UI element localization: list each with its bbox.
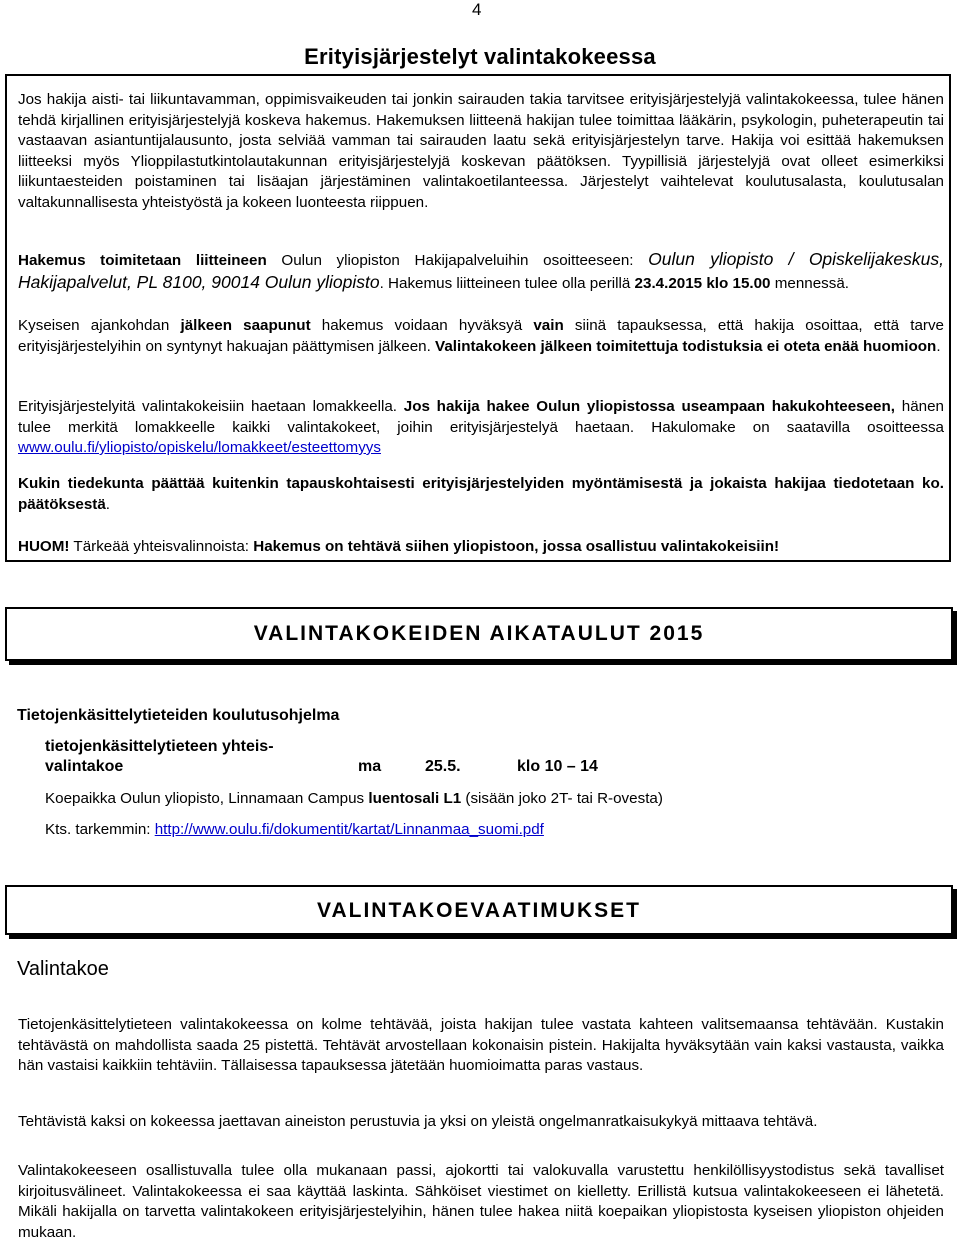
page-number: 4 [472, 0, 482, 19]
exam-date: 25.5. [425, 758, 461, 775]
intro-paragraph: Jos hakija aisti- tai liikuntavamman, oppimisvaikeuden tai jonkin sairauden takia tarvitsee erityisjärjestelyjä valintakokeessa, tulee hänen tehdä kirjallinen erityisjärjestelyjä koskeva hakemus. Hakemuksen liitteenä hakijan tulee toimittaa lääkärin, psykologin, puheterapeutin tai vastaavan asiantuntijalausunto, josta selviää vamman tai sairauden laatu sekä erityisjärjestelyn tarve. Hakija voi esittää hakemuksen liitteeksi myös Ylioppilastutkintolautakunnan erityisjärjestelyjä koskevan päätöksen. Tyypillisiä järjestelyjä ovat olleet esimerkiksi liikuntaesteiden poistaminen tai lisäajan järjestäminen valintakoetilanteessa. Järjestelyt vaihtelevat koulutusalasta, koulutusalan valtakunnallisesta yhteistyöstä ja kokeen luonteesta riippuen. [18, 91, 944, 211]
map-link[interactable]: http://www.oulu.fi/dokumentit/kartat/Linnanmaa_suomi.pdf [154, 821, 544, 838]
form-paragraph: Erityisjärjestelyitä valintakokeisiin haetaan lomakkeella. Jos hakija hakee Oulun yliopistossa useampaan hakukohteeseen, hänen tulee merkitä lomakkeelle kaikki valintakokeet, joihin erityisjärjestelyä haetaan. Hakulomake on saatavilla osoitteessa www.oulu.fi/yliopisto/opiskelu/lomakkeet/esteettomyys [18, 398, 944, 456]
exam-name-line1: tietojenkäsittelytieteen yhteis- [45, 738, 274, 755]
requirements-banner [5, 885, 953, 935]
form-link[interactable]: www.oulu.fi/yliopisto/opiskelu/lomakkeet/esteettomyys [18, 439, 381, 456]
exam-time: klo 10 – 14 [517, 758, 598, 775]
exam-day: ma [358, 758, 382, 775]
program-heading: Tietojenkäsittelytieteiden koulutusohjelma [17, 707, 340, 724]
exam-name-line2: valintakoe [45, 758, 124, 775]
note-paragraph: HUOM! Tärkeää yhteisvalinnoista: Hakemus on tehtävä siihen yliopistoon, jossa osallistuu valintakokeisiin! [18, 538, 780, 555]
section-title: Erityisjärjestelyt valintakokeessa [304, 44, 656, 69]
requirements-paragraph-1: Tietojenkäsittelytieteen valintakokeessa on kolme tehtävää, joista hakijan tulee vastata kahteen valitsemaansa tehtävään. Kustakin tehtävästä on mahdollista saada 25 pistettä. Tehtävät arvostellaan kokonaisin pistein. Hakijalta hyväksytään vain kaksi vastausta, vaikka hän vastaisi kaikkiin tehtäviin. Tällaisessa tapauksessa jätetään huomioimatta paras vastaus. [18, 1016, 944, 1074]
requirements-banner-title: VALINTAKOEVAATIMUKSET [317, 899, 641, 922]
schedule-banner-title: VALINTAKOKEIDEN AIKATAULUT 2015 [253, 622, 705, 645]
requirements-paragraph-2: Tehtävistä kaksi on kokeessa jaettavan aineiston perustuvia ja yksi on yleistä ongelmanratkaisukykyä mittaava tehtävä. [18, 1113, 818, 1130]
late-application-paragraph: Kyseisen ajankohdan jälkeen saapunut hakemus voidaan hyväksyä vain siinä tapauksessa, että hakija osoittaa, että tarve erityisjärjestelyihin on syntynyt hakuajan päättymisen jälkeen. Valintakokeen jälkeen toimitettuja todistuksia ei oteta enää huomioon. [18, 317, 944, 355]
venue-line: Koepaikka Oulun yliopisto, Linnamaan Campus luentosali L1 (sisään joko 2T- tai R-ovesta) [45, 790, 663, 807]
schedule-banner [5, 607, 953, 661]
map-line: Kts. tarkemmin: http://www.oulu.fi/dokumentit/kartat/Linnanmaa_suomi.pdf [45, 821, 544, 838]
address-paragraph: Hakemus toimitetaan liitteineen Oulun yliopiston Hakijapalveluihin osoitteeseen: Oulun yliopisto / Opiskelijakeskus, Hakijapalvelut, PL 8100, 90014 Oulun yliopisto. Hakemus liitteineen tulee olla perillä 23.4.2015 klo 15.00 mennessä. [18, 249, 945, 292]
requirements-paragraph-3: Valintakokeeseen osallistuvalla tulee olla mukanaan passi, ajokortti tai valokuvalla varustettu henkilöllisyystodistus sekä tavalliset kirjoitusvälineet. Valintakokeessa ei saa käyttää laskinta. Sähköiset viestimet on kielletty. Erillistä kutsua valintakokeeseen ei lähetetä. Mikäli hakijalla on tarvetta valintakokeen erityisjärjestelyihin, hänen tulee hakea niitä koepaikan yliopistosta kyseisen yliopiston ohjeiden mukaan. [18, 1162, 944, 1241]
deadline: 23.4.2015 klo 15.00 [634, 274, 771, 292]
submit-lead: Hakemus toimitetaan liitteineen [18, 252, 267, 269]
faculty-decision-paragraph: Kukin tiedekunta päättää kuitenkin tapauskohtaisesti erityisjärjestelyiden myöntämisestä ja jokaista hakijaa tiedotetaan ko. päätöksestä. [18, 475, 944, 513]
lecture-hall: luentosali L1 [368, 790, 462, 807]
exam-heading: Valintakoe [17, 958, 109, 980]
note-label: HUOM! [18, 538, 70, 555]
postal-address: Oulun yliopisto / Opiskelijakeskus, Hakijapalvelut, PL 8100, 90014 Oulun yliopisto [18, 249, 945, 292]
